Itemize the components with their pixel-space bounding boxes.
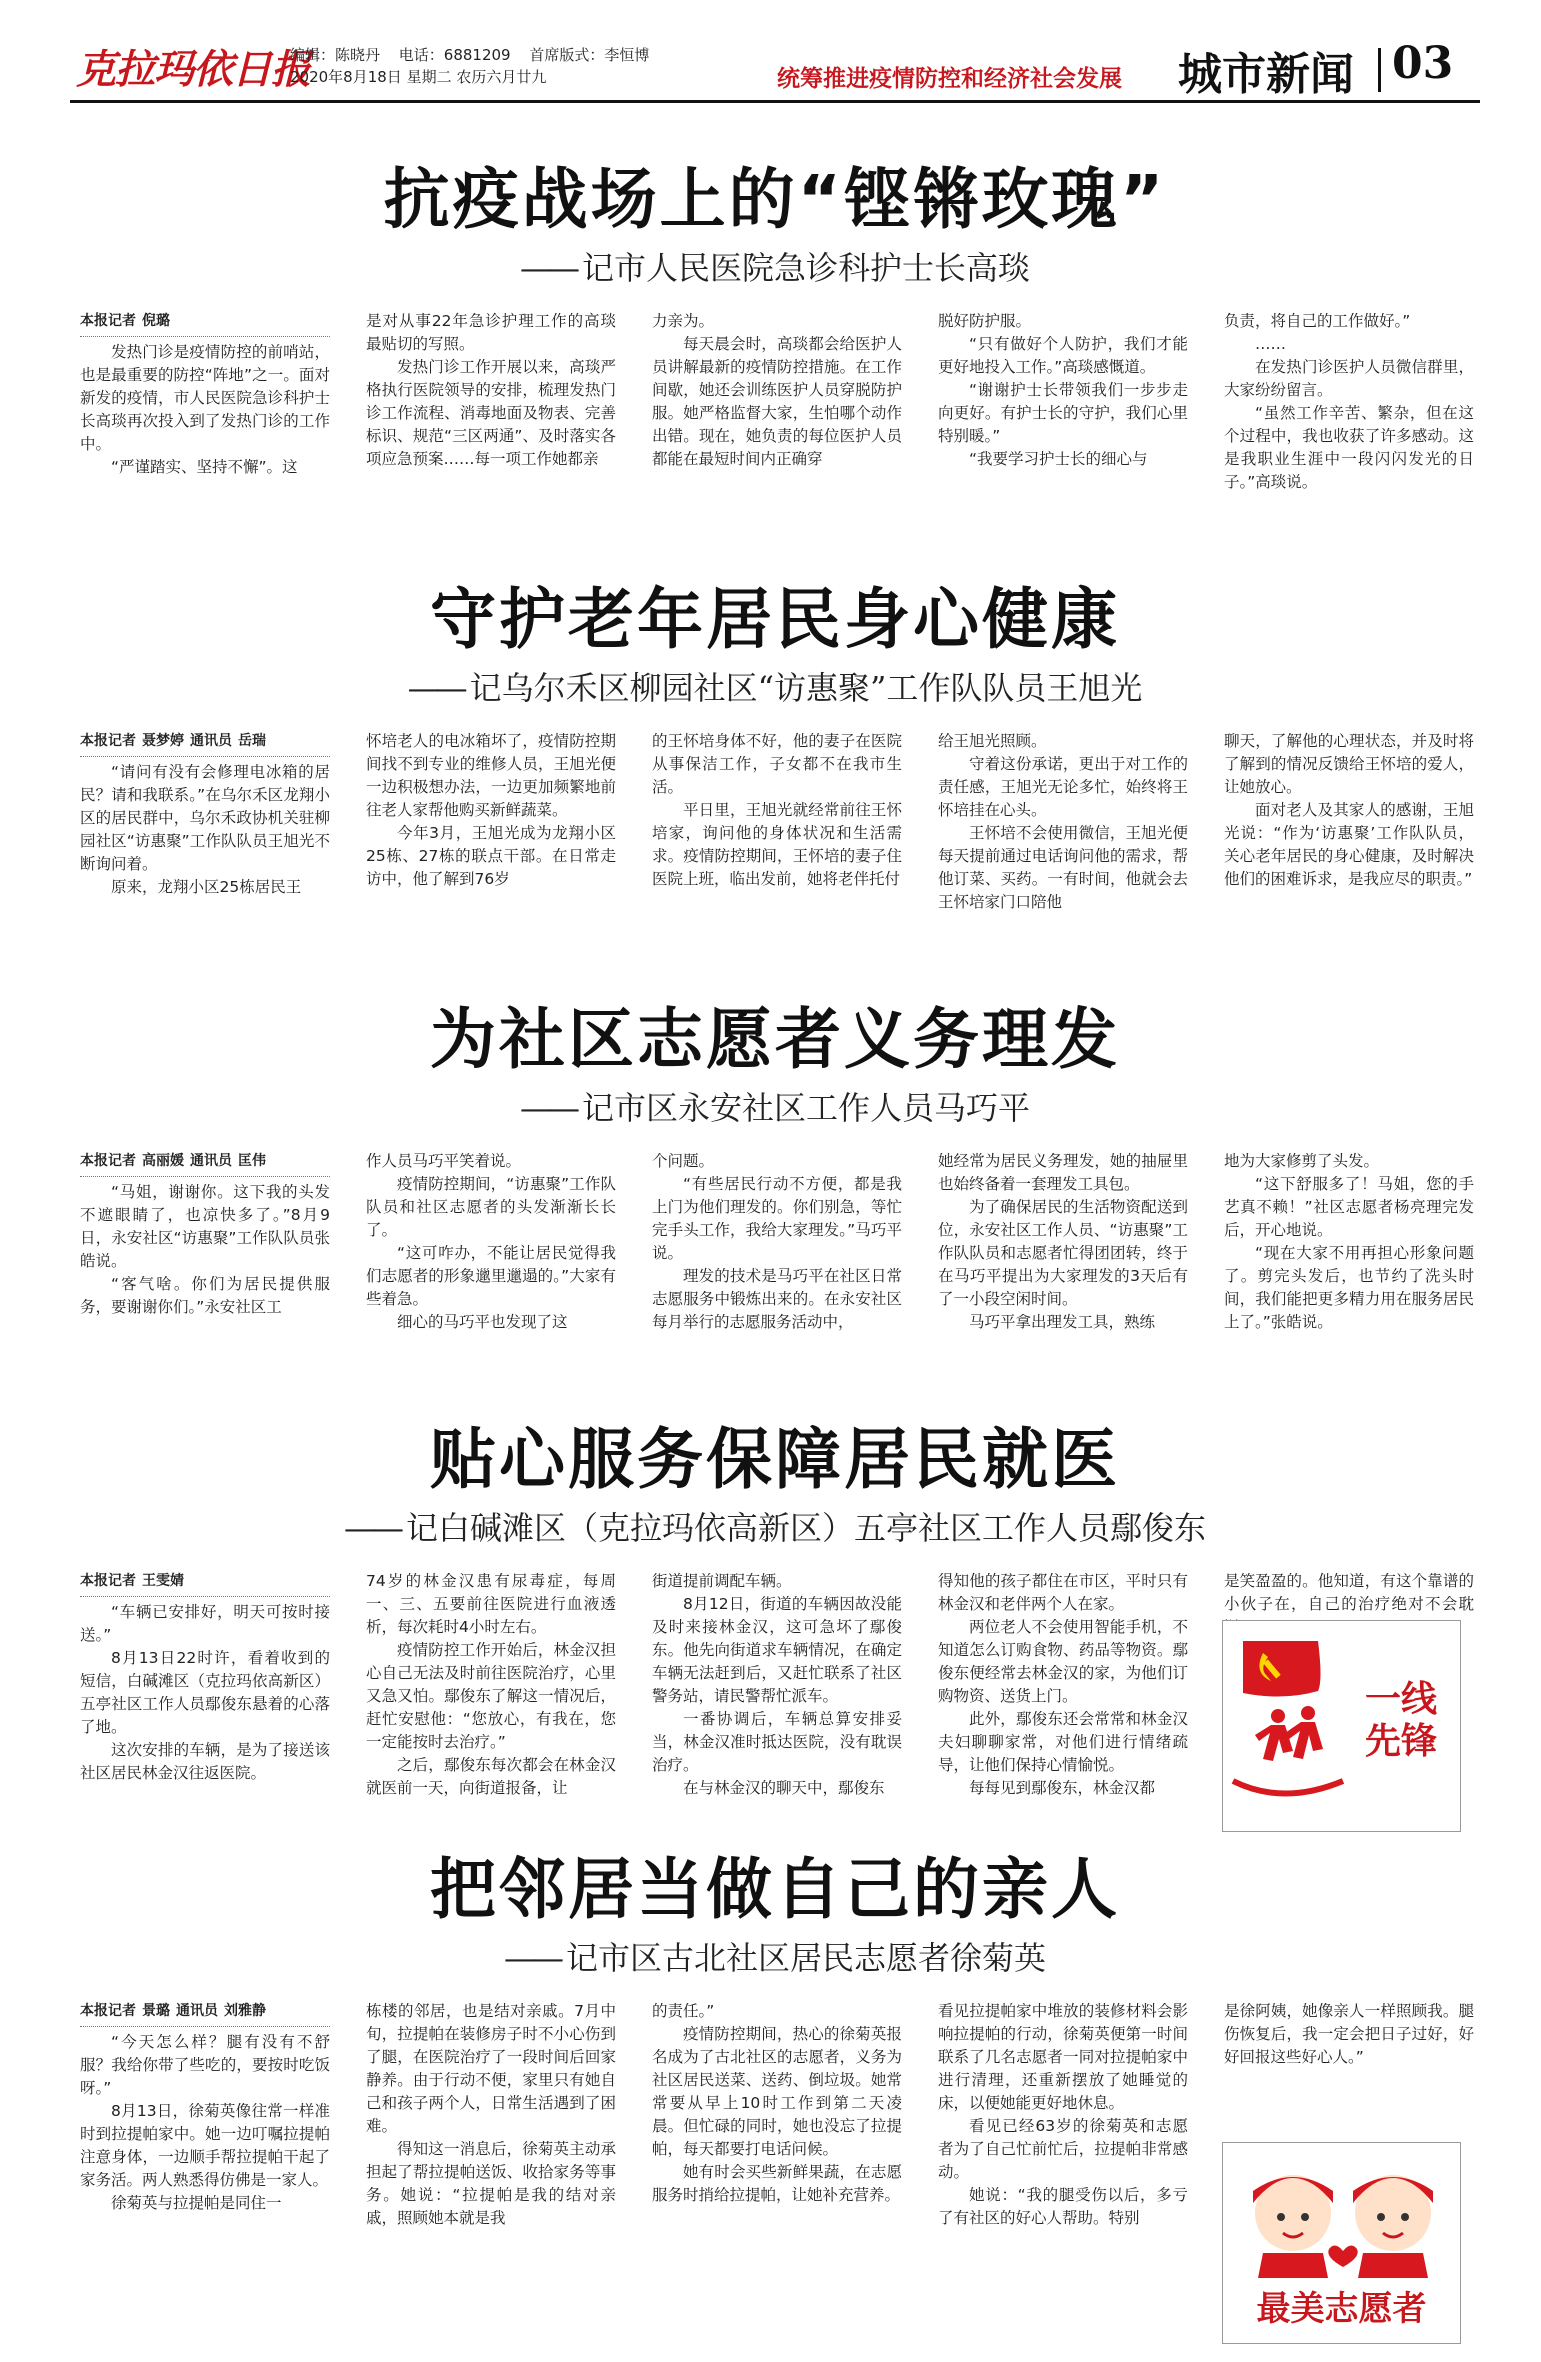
article-paragraph: 在与林金汉的聊天中，鄢俊东 xyxy=(683,1779,885,1797)
article-paragraph: 每每见到鄢俊东，林金汉都 xyxy=(969,1779,1156,1797)
article-paragraph: “请问有没有会修理电冰箱的居民？请和我联系。”在乌尔禾区龙翔小区的居民群中，乌尔禾政协机关驻柳园社区“访惠聚”工作队队员王旭光不断询问着。 xyxy=(80,763,330,873)
frontline-pioneer-label: 一线先锋 xyxy=(1364,1679,1437,1762)
article-paragraph: “车辆已安排好，明天可按时接送。” xyxy=(80,1603,330,1644)
byline-role: 本报记者 xyxy=(80,733,136,749)
article-paragraph: 是对从事22年急诊护理工作的高琰最贴切的写照。 xyxy=(366,312,616,353)
article-paragraph: 个问题。 xyxy=(652,1152,715,1170)
byline-role: 通讯员 xyxy=(190,733,232,749)
article-paragraph: 这次安排的车辆，是为了接送该社区居民林金汉往返医院。 xyxy=(80,1741,330,1782)
article-column xyxy=(80,310,330,500)
section-title: 城市新闻 xyxy=(1178,49,1354,100)
article-paragraph: 8月12日，街道的车辆因故没能及时来接林金汉，这可急坏了鄢俊东。他先向街道求车辆情况，在确定车辆无法赶到后，又赶忙联系了社区警务站，请民警帮忙派车。 xyxy=(652,1595,902,1705)
byline-name: 岳瑞 xyxy=(238,733,266,749)
article-paragraph: 每天晨会时，高琰都会给医护人员讲解最新的疫情防控措施。在工作间歇，她还会训练医护人员穿脱防护服。她严格监督大家，生怕哪个动作出错。现在，她负责的每位医护人员都能在最短时间内正确穿 xyxy=(652,335,902,468)
article-columns xyxy=(80,730,1474,920)
article-paragraph: “这下舒服多了！马姐，您的手艺真不赖！”社区志愿者杨亮理完发后，开心地说。 xyxy=(1224,1175,1474,1239)
byline-role: 通讯员 xyxy=(190,1153,232,1169)
byline-role: 本报记者 xyxy=(80,1573,136,1589)
article-subhead-text: 记市人民医院急诊科护士长高琰 xyxy=(581,249,1030,287)
article-paragraph: 理发的技术是马巧平在社区日常志愿服务中锻炼出来的。在永安社区每月举行的志愿服务活动中， xyxy=(652,1267,902,1331)
article-column xyxy=(938,730,1188,920)
article-paragraph: 细心的马巧平也发现了这 xyxy=(397,1313,568,1331)
article-paragraph: 发热门诊是疫情防控的前哨站，也是最重要的防控“阵地”之一。面对新发的疫情，市人民医院急诊科护士长高琰再次投入到了发热门诊的工作中。 xyxy=(80,343,330,453)
byline-name: 王雯婧 xyxy=(142,1573,184,1589)
article-paragraph: 为了确保居民的生活物资配送到位，永安社区工作人员、“访惠聚”工作队队员和志愿者忙得团团转，终于在马巧平提出为大家理发的3天后有了一小段空闲时间。 xyxy=(938,1198,1188,1308)
article-column xyxy=(938,1150,1188,1340)
article-paragraph: 今年3月，王旭光成为龙翔小区25栋、27栋的联点干部。在日常走访中，他了解到76岁 xyxy=(366,824,616,888)
article-subhead-text: 记市区古北社区居民志愿者徐菊英 xyxy=(565,1939,1046,1977)
article-subhead: —— 记市区永安社区工作人员马巧平 xyxy=(519,1089,1030,1127)
article-byline xyxy=(80,1570,330,1597)
article-paragraph: 8月13日22时许，看着收到的短信，白碱滩区（克拉玛依高新区）五亭社区工作人员鄢俊东悬着的心落了地。 xyxy=(80,1649,330,1736)
article-paragraph: “只有做好个人防护，我们才能更好地投入工作。”高琰感慨道。 xyxy=(938,335,1188,376)
article-paragraph: 看见拉提帕家中堆放的装修材料会影响拉提帕的行动，徐菊英便第一时间联系了几名志愿者一同对拉提帕家中进行清理，还重新摆放了她睡觉的床，以便她能更好地休息。 xyxy=(938,2002,1188,2112)
article-paragraph: 脱好防护服。 xyxy=(938,312,1032,330)
article-paragraph: 看见已经63岁的徐菊英和志愿者为了自己忙前忙后，拉提帕非常感动。 xyxy=(938,2117,1188,2181)
byline-name: 匡伟 xyxy=(238,1153,266,1169)
article-headline: 贴心服务保障居民就医 xyxy=(430,1421,1120,1498)
article-paragraph: “严谨踏实、坚持不懈”。这 xyxy=(111,458,298,476)
section-divider xyxy=(1378,48,1381,92)
article-paragraph: 疫情防控期间，热心的徐菊英报名成为了古北社区的志愿者，义务为社区居民送菜、送药、倒垃圾。她常常要从早上10时工作到第二天凌晨。但忙碌的同时，她也没忘了拉提帕，每天都要打电话问候。 xyxy=(652,2025,902,2158)
article-1 xyxy=(80,160,1474,500)
article-paragraph: 力亲为。 xyxy=(652,312,715,330)
article-columns xyxy=(80,1150,1474,1340)
article-paragraph: 地为大家修剪了头发。 xyxy=(1224,1152,1380,1170)
article-column xyxy=(366,310,616,500)
article-subhead: —— 记白碱滩区（克拉玛依高新区）五亭社区工作人员鄢俊东 xyxy=(343,1509,1206,1547)
article-column xyxy=(938,2000,1188,2227)
byline-name: 景璐 xyxy=(142,2003,170,2019)
article-column xyxy=(652,2000,902,2204)
article-paragraph: 负责，将自己的工作做好。” xyxy=(1224,312,1411,330)
article-paragraph: 得知他的孩子都住在市区，平时只有林金汉和老伴两个人在家。 xyxy=(938,1572,1188,1613)
page-slogan: 统筹推进疫情防控和经济社会发展 xyxy=(777,66,1122,92)
article-paragraph: 是笑盈盈的。他知道，有这个靠谱的小伙子在，自己的治疗绝对不会耽 xyxy=(1224,1572,1474,1613)
article-paragraph: 王怀培不会使用微信，王旭光便每天提前通过电话询问他的需求，帮他订菜、买药。一有时间，他就会去王怀培家门口陪他 xyxy=(938,824,1188,911)
article-paragraph: “谢谢护士长带领我们一步步走向更好。有护士长的守护，我们心里特别暖。” xyxy=(938,381,1188,445)
byline-name: 刘雅静 xyxy=(224,2003,266,2019)
article-column xyxy=(1224,310,1474,500)
page-number: 03 xyxy=(1392,38,1454,89)
article-paragraph: “这可咋办，不能让居民觉得我们志愿者的形象邋里邋遢的。”大家有些着急。 xyxy=(366,1244,616,1308)
issue-date: 2020年8月18日 星期二 农历六月廿九 xyxy=(290,68,547,86)
byline-role: 本报记者 xyxy=(80,1153,136,1169)
article-subhead: —— 记乌尔禾区柳园社区“访惠聚”工作队队员王旭光 xyxy=(407,669,1143,707)
best-volunteer-label: 最美志愿者 xyxy=(1256,2289,1427,2329)
newspaper-logo: 克拉玛依日报 xyxy=(76,46,310,93)
article-3 xyxy=(80,1000,1474,1340)
byline-name: 倪璐 xyxy=(142,313,170,329)
article-subhead: —— 记市区古北社区居民志愿者徐菊英 xyxy=(503,1939,1046,1977)
article-paragraph: “虽然工作辛苦、繁杂，但在这个过程中，我也收获了许多感动。这是我职业生涯中一段闪闪发光的日子。”高琰说。 xyxy=(1224,404,1474,491)
article-paragraph: 给王旭光照顾。 xyxy=(938,732,1047,750)
article-paragraph: 徐菊英与拉提帕是同住一 xyxy=(111,2194,282,2212)
editor-phone: 电话：6881209 xyxy=(398,46,511,64)
masthead-rule xyxy=(70,100,1480,103)
article-paragraph: 作人员马巧平笑着说。 xyxy=(366,1152,522,1170)
article-paragraph: 发热门诊工作开展以来，高琰严格执行医院领导的安排，梳理发热门诊工作流程、消毒地面及物表、完善标识、规范“三区两通”、及时落实各项应急预案……每一项工作她都亲 xyxy=(366,358,616,468)
article-paragraph: 面对老人及其家人的感谢，王旭光说：“作为‘访惠聚’工作队队员，关心老年居民的身心健康，及时解决他们的困难诉求，是我应尽的职责。” xyxy=(1224,801,1474,888)
article-column xyxy=(652,1150,902,1340)
article-byline xyxy=(80,2000,330,2027)
article-column xyxy=(80,1150,330,1340)
article-paragraph: 一番协调后，车辆总算安排妥当，林金汉准时抵达医院，没有耽误治疗。 xyxy=(652,1710,902,1774)
article-paragraph: 街道提前调配车辆。 xyxy=(652,1572,792,1590)
article-paragraph: 平日里，王旭光就经常前往王怀培家，询问他的身体状况和生活需求。疫情防控期间，王怀培的妻子住医院上班，临出发前，她将老伴托付 xyxy=(652,801,902,888)
article-column xyxy=(652,1570,902,1797)
article-paragraph: 8月13日，徐菊英像往常一样准时到拉提帕家中。她一边叮嘱拉提帕注意身体，一边顺手帮拉提帕干起了家务活。两人熟悉得仿佛是一家人。 xyxy=(80,2102,330,2189)
article-column xyxy=(1224,730,1474,920)
article-paragraph: “今天怎么样？腿有没有不舒服？我给你带了些吃的，要按时吃饭呀。” xyxy=(80,2033,330,2097)
article-column xyxy=(366,1570,616,1797)
article-column xyxy=(80,1570,330,1782)
article-paragraph: 两位老人不会使用智能手机，不知道怎么订购食物、药品等物资。鄢俊东便经常去林金汉的家，为他们订购物资、送货上门。 xyxy=(938,1618,1188,1705)
editor-info xyxy=(290,44,663,88)
article-column xyxy=(652,310,902,500)
article-paragraph: 疫情防控期间，“访惠聚”工作队队员和社区志愿者的头发渐渐长长了。 xyxy=(366,1175,616,1239)
article-2 xyxy=(80,580,1474,920)
article-column xyxy=(1224,2000,1474,2070)
article-paragraph: 的王怀培身体不好，他的妻子在医院从事保洁工作，子女都不在我市生活。 xyxy=(652,732,902,796)
article-column xyxy=(366,1150,616,1340)
article-byline xyxy=(80,1150,330,1177)
article-paragraph: “马姐，谢谢你。这下我的头发不遮眼睛了，也凉快多了。”8月9日，永安社区“访惠聚”工作队队员张皓说。 xyxy=(80,1183,330,1270)
article-paragraph: 她经常为居民义务理发，她的抽屉里也始终备着一套理发工具包。 xyxy=(938,1152,1188,1193)
article-paragraph: 疫情防控工作开始后，林金汉担心自己无法及时前往医院治疗，心里又急又怕。鄢俊东了解这一情况后，赶忙安慰他：“您放心，有我在，您一定能按时去治疗。” xyxy=(366,1641,616,1751)
byline-name: 聂梦婷 xyxy=(142,733,184,749)
article-paragraph: 之后，鄢俊东每次都会在林金汉就医前一天，向街道报备，让 xyxy=(366,1756,616,1797)
byline-role: 本报记者 xyxy=(80,2003,136,2019)
article-paragraph: “客气啥。你们为居民提供服务，要谢谢你们。”永安社区工 xyxy=(80,1275,330,1316)
article-subhead-text: 记白碱滩区（克拉玛依高新区）五亭社区工作人员鄢俊东 xyxy=(405,1509,1206,1547)
chief-designer: 首席版式：李恒博 xyxy=(529,46,650,64)
article-paragraph: 原来，龙翔小区25栋居民王 xyxy=(111,878,302,896)
article-subhead-text: 记市区永安社区工作人员马巧平 xyxy=(581,1089,1030,1127)
article-paragraph: 怀培老人的电冰箱坏了，疫情防控期间找不到专业的维修人员，王旭光便一边积极想办法，一边更加频繁地前往老人家帮他购买新鲜蔬菜。 xyxy=(366,732,616,819)
frontline-pioneer-badge xyxy=(1222,1620,1461,1832)
article-column xyxy=(366,2000,616,2227)
best-volunteer-badge xyxy=(1222,2142,1461,2344)
article-column xyxy=(366,730,616,920)
article-paragraph: 栋楼的邻居，也是结对亲戚。7月中旬，拉提帕在装修房子时不小心伤到了腿，在医院治疗了一段时间后回家静养。由于行动不便，家里只有她自己和孩子两个人，日常生活遇到了困难。 xyxy=(366,2002,616,2135)
article-columns xyxy=(80,310,1474,500)
article-paragraph: “有些居民行动不方便，都是我上门为他们理发的。你们别急，等忙完手头工作，我给大家理发。”马巧平说。 xyxy=(652,1175,902,1262)
byline-role: 本报记者 xyxy=(80,313,136,329)
article-column xyxy=(938,1570,1188,1797)
masthead xyxy=(70,30,1480,100)
article-byline xyxy=(80,730,330,757)
article-paragraph: “现在大家不用再担心形象问题了。剪完头发后，也节约了洗头时间，我们能把更多精力用在服务居民上了。”张皓说。 xyxy=(1224,1244,1474,1331)
article-headline: 守护老年居民身心健康 xyxy=(430,581,1120,658)
article-paragraph: 她说：“我的腿受伤以后，多亏了有社区的好心人帮助。特别 xyxy=(938,2186,1188,2227)
article-paragraph: 聊天，了解他的心理状态，并及时将了解到的情况反馈给王怀培的爱人，让她放心。 xyxy=(1224,732,1474,796)
article-paragraph: 是徐阿姨，她像亲人一样照顾我。腿伤恢复后，我一定会把日子过好，好好回报这些好心人。” xyxy=(1224,2002,1474,2066)
article-column xyxy=(938,310,1188,500)
article-column xyxy=(1224,1150,1474,1340)
article-5 xyxy=(80,1850,1474,2227)
article-paragraph: “我要学习护士长的细心与 xyxy=(969,450,1148,468)
byline-name: 高丽媛 xyxy=(142,1153,184,1169)
article-paragraph: 马巧平拿出理发工具，熟练 xyxy=(969,1313,1156,1331)
article-paragraph: …… xyxy=(1255,335,1286,353)
article-column xyxy=(652,730,902,920)
article-paragraph: 的责任。” xyxy=(652,2002,715,2020)
article-column xyxy=(80,730,330,920)
article-paragraph: 守着这份承诺，更出于对工作的责任感，王旭光无论多忙，始终将王怀培挂在心头。 xyxy=(938,755,1188,819)
article-subhead: —— 记市人民医院急诊科护士长高琰 xyxy=(519,249,1030,287)
article-paragraph: 她有时会买些新鲜果蔬，在志愿服务时捎给拉提帕，让她补充营养。 xyxy=(652,2163,902,2204)
article-headline: 为社区志愿者义务理发 xyxy=(430,1001,1120,1078)
article-paragraph: 得知这一消息后，徐菊英主动承担起了帮拉提帕送饭、收拾家务等事务。她说：“拉提帕是我的结对亲戚，照顾她本就是我 xyxy=(366,2140,616,2227)
article-paragraph: 此外，鄢俊东还会常常和林金汉夫妇聊聊家常，对他们进行情绪疏导，让他们保持心情愉悦。 xyxy=(938,1710,1188,1774)
article-subhead-text: 记乌尔禾区柳园社区“访惠聚”工作队队员王旭光 xyxy=(469,669,1143,707)
article-headline: 抗疫战场上的“铿锵玫瑰” xyxy=(383,161,1167,238)
article-column xyxy=(80,2000,330,2212)
article-paragraph: 在发热门诊医护人员微信群里，大家纷纷留言。 xyxy=(1224,358,1474,399)
editor-name: 编辑：陈晓丹 xyxy=(290,46,381,64)
article-byline xyxy=(80,310,330,337)
article-headline: 把邻居当做自己的亲人 xyxy=(430,1851,1120,1928)
article-paragraph: 74岁的林金汉患有尿毒症，每周一、三、五要前往医院进行血液透析，每次耗时4小时左右。 xyxy=(366,1572,616,1636)
byline-role: 通讯员 xyxy=(176,2003,218,2019)
